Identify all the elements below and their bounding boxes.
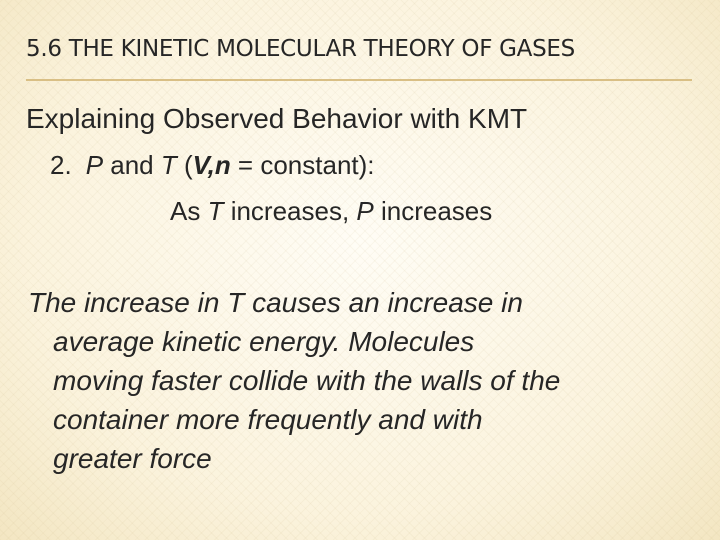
explanation-line: container more frequently and with	[53, 404, 483, 435]
var-p: P	[85, 150, 104, 180]
slide-title: 5.6 THE KINETIC MOLECULAR THEORY OF GASES	[26, 36, 575, 62]
result-suffix: increases	[373, 196, 493, 226]
result-prefix: As	[170, 196, 208, 226]
point-item-2	[50, 150, 375, 181]
var-t: T	[160, 150, 177, 180]
explanation-line: The increase in T causes an increase in	[28, 287, 523, 318]
point-and-text: and	[103, 150, 161, 180]
result-statement	[170, 196, 492, 227]
slide-heading: Explaining Observed Behavior with KMT	[26, 103, 528, 134]
explanation-line: average kinetic energy. Molecules	[53, 326, 475, 357]
point-paren-open: (	[176, 150, 193, 180]
result-middle: increases,	[223, 196, 357, 226]
explanation-line: moving faster collide with the walls of the	[53, 365, 561, 396]
explanation-line: greater force	[53, 443, 212, 474]
result-var-t: T	[207, 196, 224, 226]
result-var-p: P	[356, 196, 374, 226]
point-number: 2.	[50, 150, 72, 180]
explanation-paragraph	[28, 283, 700, 478]
point-constant-text: = constant):	[230, 150, 375, 180]
var-v-n: V,n	[192, 150, 231, 180]
title-divider	[26, 79, 692, 81]
